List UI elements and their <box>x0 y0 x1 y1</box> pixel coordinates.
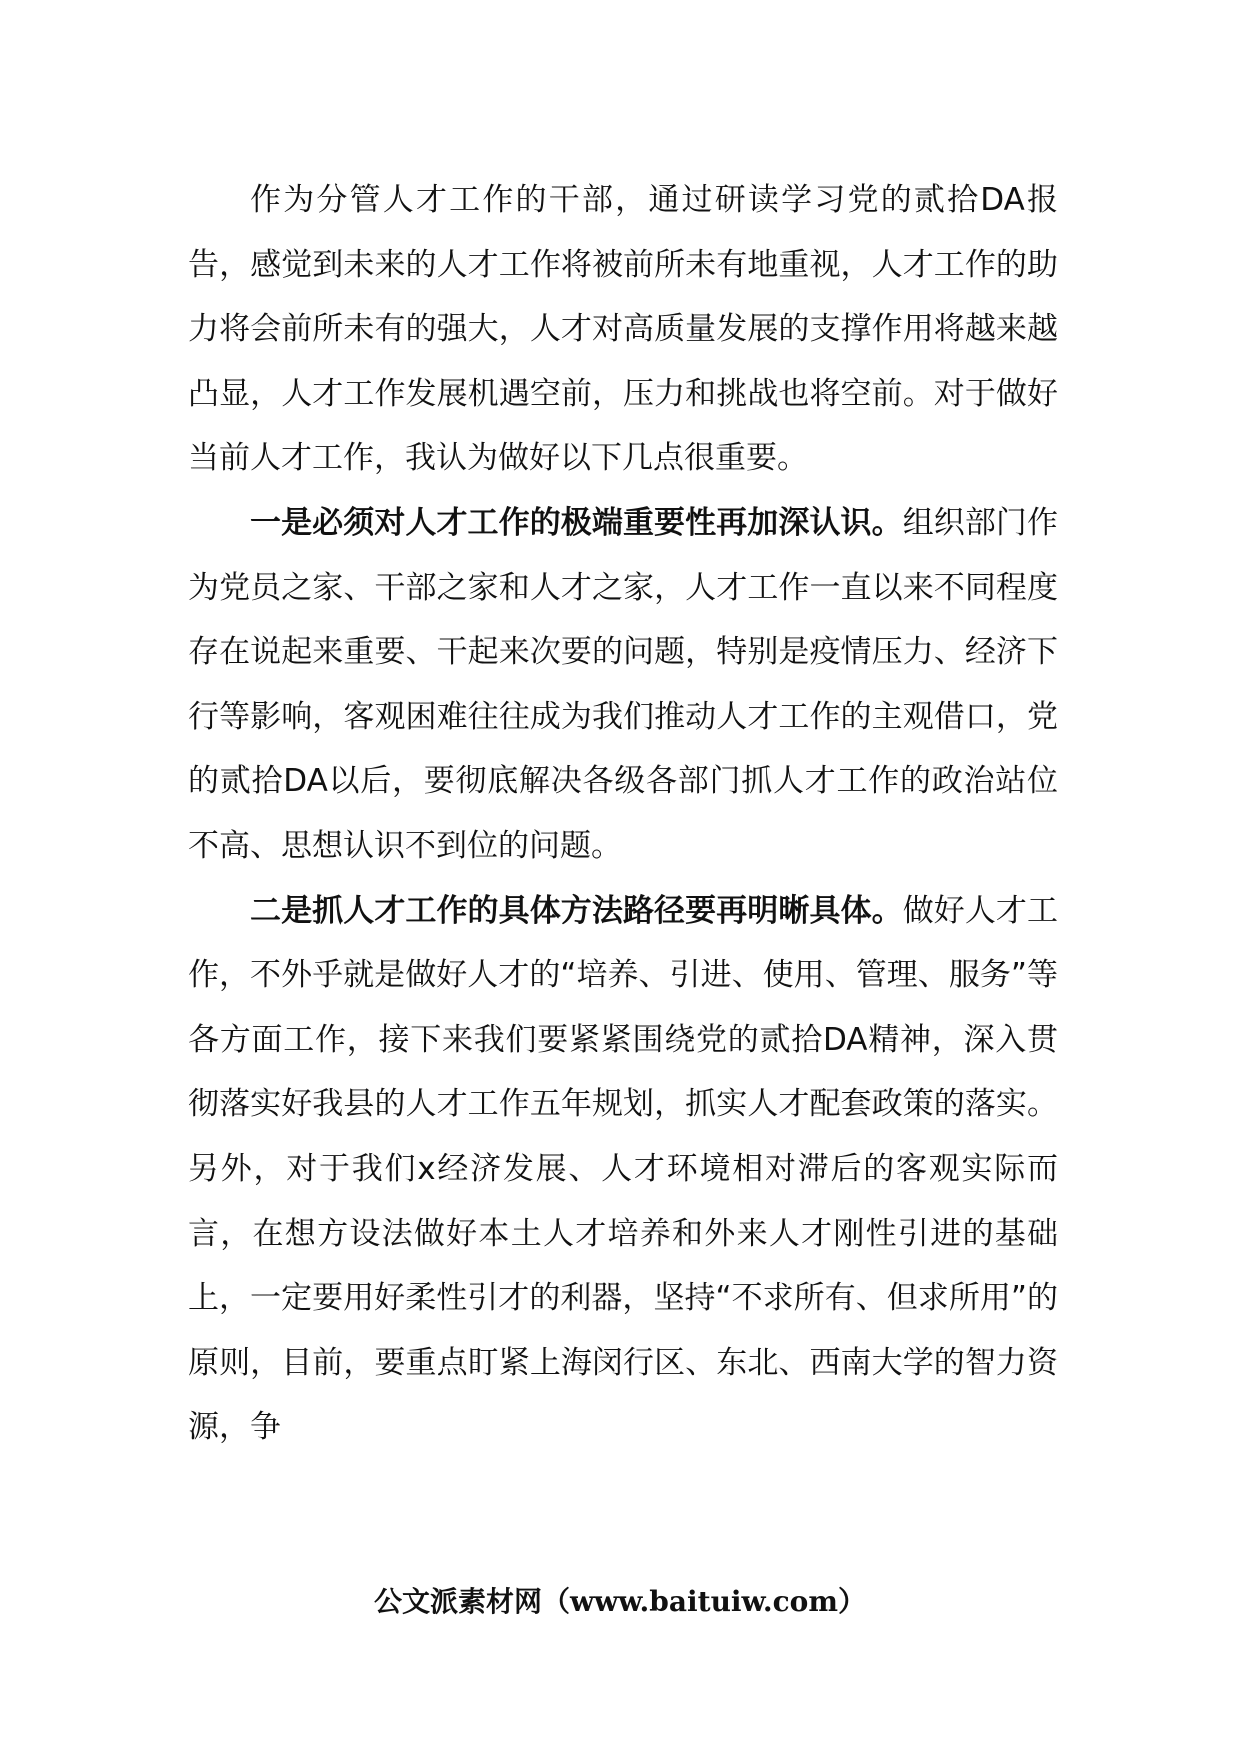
paragraph-lead: 一是必须对人才工作的极端重要性再加深认识。 <box>250 504 903 541</box>
page-footer-watermark: 公文派素材网（www.baituiw.com） <box>374 1585 866 1618</box>
paragraph-text: 做好人才工作，不外乎就是做好人才的“培养、引进、使用、管理、服务”等各方面工作，接下来我们要紧紧围绕党的贰拾DA精神，深入贯彻落实好我县的人才工作五年规划，抓实人才配套政策的落实。另外，对于我们x经济发展、人才环境相对滞后的客观实际而言，在想方设法做好本土人才培养和外来人才刚性引进的基础上，一定要用好柔性引才的利器，坚持“不求所有、但求所用”的原则，目前，要重点盯紧上海闵行区、东北、西南大学的智力资源，争 <box>188 892 1059 1446</box>
paragraph-text: 组织部门作为党员之家、干部之家和人才之家，人才工作一直以来不同程度存在说起来重要、干起来次要的问题，特别是疫情压力、经济下行等影响，客观困难往往成为我们推动人才工作的主观借口，党的贰拾DA以后，要彻底解决各级各部门抓人才工作的政治站位不高、思想认识不到位的问题。 <box>188 504 1059 864</box>
paragraph-point-one <box>188 491 1058 879</box>
paragraph-point-two <box>188 879 1058 1460</box>
paragraph-text: 作为分管人才工作的干部，通过研读学习党的贰拾DA报告，感觉到未来的人才工作将被前所未有地重视，人才工作的助力将会前所未有的强大，人才对高质量发展的支撑作用将越来越凸显，人才工作发展机遇空前，压力和挑战也将空前。对于做好当前人才工作，我认为做好以下几点很重要。 <box>188 182 1058 477</box>
paragraph-intro <box>188 168 1058 491</box>
paragraph-lead: 二是抓人才工作的具体方法路径要再明晰具体。 <box>250 892 903 929</box>
document-body <box>188 168 1058 1460</box>
